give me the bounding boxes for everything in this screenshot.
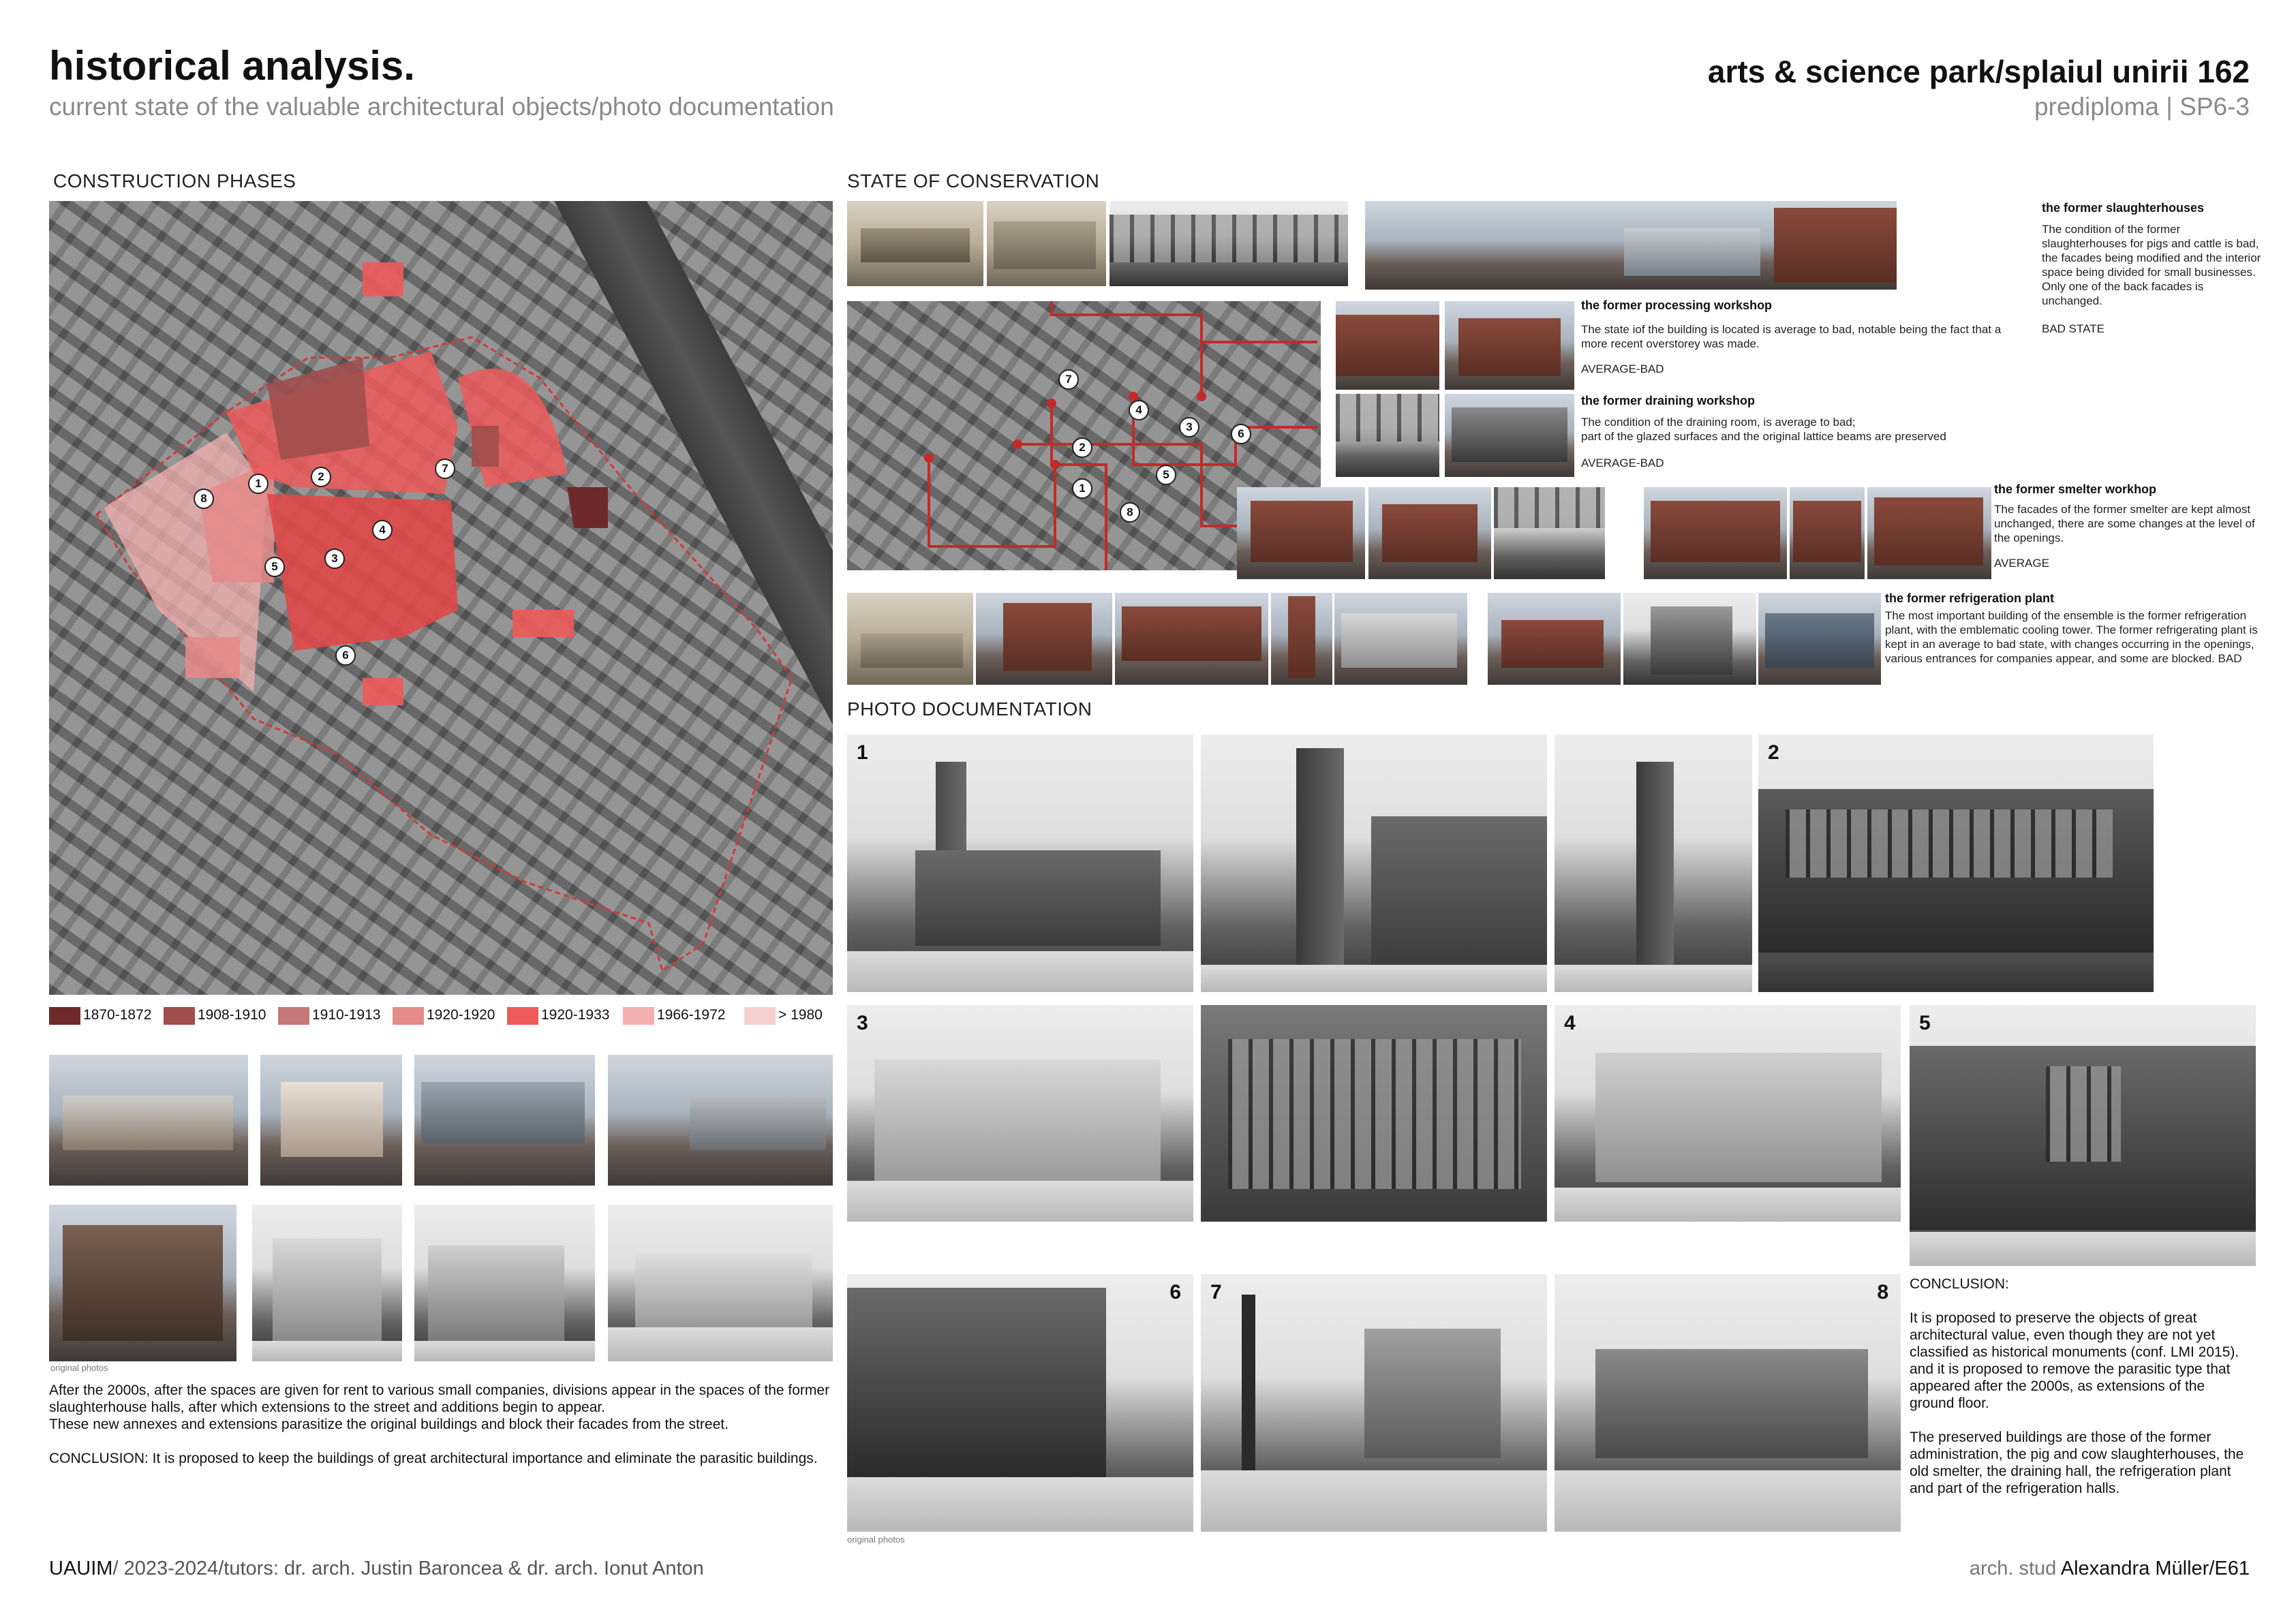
left-description (49, 1382, 833, 1467)
phase-1910-1913-area (267, 494, 458, 651)
photo-number-5: 5 (1919, 1012, 1931, 1034)
conservation-pin-8: 8 (1120, 502, 1140, 523)
street-photo-5 (49, 1205, 236, 1361)
leader-node (924, 453, 934, 463)
draining-photo-2 (1445, 394, 1574, 477)
refrigeration-photo-4 (1271, 593, 1332, 685)
footer-tutors: / 2023-2024/tutors: dr. arch. Justin Baroncea & dr. arch. Ionut Anton (112, 1558, 704, 1579)
conservation-pin-7: 7 (1058, 369, 1079, 390)
map-pin-2: 2 (311, 467, 331, 487)
legend-swatch-after-1980 (744, 1007, 776, 1025)
legend-label: 1910-1913 (312, 1007, 381, 1023)
footer-institution: UAUIM (49, 1558, 113, 1579)
slaughterhouse-title: the former slaughterhouses (2042, 201, 2205, 215)
legend-swatch-1908-1910 (164, 1007, 195, 1025)
phase-1870-1872-area (567, 487, 608, 528)
street-photo-3 (414, 1055, 595, 1186)
left-photos-caption: original photos (50, 1363, 108, 1373)
conservation-pin-5: 5 (1156, 465, 1176, 485)
photo-documentation-heading: PHOTO DOCUMENTATION (847, 698, 1092, 720)
phase-1908-1910-annex (512, 610, 574, 637)
refrigeration-photo-6 (1488, 593, 1621, 685)
smelter-photo-6 (1867, 487, 1991, 579)
map-pin-6: 6 (335, 645, 356, 666)
processing-state: AVERAGE-BAD (1581, 362, 1664, 375)
map-pin-1: 1 (248, 474, 269, 494)
refrigeration-caption (1885, 591, 2267, 666)
processing-title: the former processing workshop (1581, 298, 1773, 312)
leader-line-slaughterhouse (929, 458, 1055, 546)
photo-number-1: 1 (857, 741, 868, 764)
documentation-photo-1b (1201, 735, 1547, 992)
smelter-text: The facades of the former smelter are kept almost unchanged, there are some changes at the level of the openings. (1994, 503, 2255, 544)
refrigeration-photo-3 (1115, 593, 1268, 685)
conclusion-block (1910, 1276, 2250, 1497)
photo-documentation-caption: original photos (847, 1534, 905, 1545)
draining-title: the former draining workshop (1581, 394, 1756, 407)
photo-number-8: 8 (1877, 1281, 1888, 1303)
page-title: historical analysis. (49, 43, 415, 89)
photo-number-6: 6 (1169, 1281, 1181, 1303)
site-plan-overlay (49, 201, 833, 995)
leader-node (1013, 439, 1022, 449)
smelter-photo-3 (1494, 487, 1605, 579)
legend-label: > 1980 (778, 1007, 823, 1023)
photo-number-3: 3 (857, 1012, 868, 1034)
legend-label: 1920-1933 (541, 1007, 610, 1023)
phase-1966-1972-annex (363, 262, 403, 296)
draining-text-2: part of the glazed surfaces and the original lattice beams are preserved (1581, 430, 1946, 443)
legend-label: 1966-1972 (657, 1007, 726, 1023)
draining-photo-1 (1336, 394, 1439, 477)
draining-caption (1581, 394, 2024, 470)
documentation-photo-2 (1758, 735, 2154, 992)
conclusion-paragraph-1: It is proposed to preserve the objects of great architectural value, even though they are not yet classified as historical monuments (conf. LMI 2015). and it is proposed to remove the parasitic type that appeared after the 2000s, as extensions of the ground floor. (1910, 1310, 2239, 1411)
phase-1920-1920-annex (363, 678, 403, 705)
conclusion-heading: CONCLUSION: (1910, 1276, 2009, 1292)
smelter-caption (1994, 482, 2267, 570)
documentation-photo-5 (1910, 1005, 2256, 1266)
map-pin-8: 8 (194, 489, 214, 509)
project-title: arts & science park/splaiul unirii 162 (1707, 54, 2250, 89)
footer-right (1970, 1558, 2250, 1580)
photo-number-4: 4 (1564, 1012, 1576, 1034)
conservation-pin-2: 2 (1072, 437, 1092, 458)
draining-text-1: The condition of the draining room, is average to bad; (1581, 416, 1856, 429)
refrigeration-title: the former refrigeration plant (1885, 591, 2055, 605)
processing-caption (1581, 298, 2024, 376)
state-of-conservation-heading: STATE OF CONSERVATION (847, 170, 1100, 191)
refrigeration-text: The most important building of the ensemble is the former refrigeration plant, with the emblematic cooling tower. The former refrigerating plant is kept in an average to bad state, with changes occurring in the openings, various entrances for companies appear, and some are blocked. BAD (1885, 609, 2258, 665)
legend-swatch-1910-1913 (278, 1007, 309, 1025)
conservation-pin-4: 4 (1129, 400, 1149, 420)
leader-node (1197, 392, 1206, 401)
legend-label: 1920-1920 (427, 1007, 495, 1023)
smelter-photo-2 (1368, 487, 1491, 579)
street-photo-6 (252, 1205, 402, 1361)
documentation-photo-4 (1555, 1005, 1901, 1222)
documentation-photo-1a (847, 735, 1193, 992)
construction-phases-heading: CONSTRUCTION PHASES (53, 170, 296, 191)
street-photo-2 (260, 1055, 402, 1186)
leader-node (1047, 399, 1056, 408)
documentation-photo-7 (1201, 1274, 1547, 1532)
slaughterhouse-caption (2042, 201, 2267, 336)
left-paragraph-3: CONCLUSION: It is proposed to keep the buildings of great architectural importance and eliminate the parasitic buildings. (49, 1451, 818, 1466)
refrigeration-photo-1 (847, 593, 973, 685)
processing-photo-2 (1445, 301, 1574, 390)
slaughterhouse-panorama (1365, 201, 1897, 290)
legend-label: 1908-1910 (198, 1007, 266, 1023)
processing-photo-1 (1336, 301, 1439, 390)
slaughterhouse-state: BAD STATE (2042, 322, 2104, 335)
conservation-pin-6: 6 (1231, 424, 1251, 444)
phase-1920-1933-annex (472, 426, 499, 467)
draining-state: AVERAGE-BAD (1581, 457, 1664, 469)
phase-1910-1913-annex (185, 637, 240, 678)
map-pin-3: 3 (324, 548, 345, 569)
historic-photo-1 (847, 201, 983, 286)
page-subtitle: current state of the valuable architectural objects/photo documentation (49, 93, 834, 121)
leader-line-processing (1052, 301, 1201, 342)
smelter-photo-4 (1644, 487, 1787, 579)
historic-photo-3 (1109, 201, 1348, 286)
refrigeration-photo-5 (1334, 593, 1467, 685)
refrigeration-photo-7 (1623, 593, 1756, 685)
left-paragraph-2: These new annexes and extensions parasitize the original buildings and block their facades from the street. (49, 1417, 729, 1432)
street-photo-4 (608, 1055, 833, 1186)
refrigeration-photo-8 (1758, 593, 1881, 685)
phase-1908-1910-area (267, 358, 369, 460)
leader-line-draining (1201, 342, 1317, 397)
legend-label: 1870-1872 (83, 1007, 152, 1023)
conclusion-paragraph-2: The preserved buildings are those of the former administration, the pig and cow slaughterhouses, the old smelter, the draining hall, the refrigeration plant and part of the refrigeration halls. (1910, 1429, 2244, 1496)
map-pin-4: 4 (372, 520, 393, 540)
legend-swatch-1870-1872 (49, 1007, 80, 1025)
footer-left (49, 1558, 704, 1580)
footer-author: Alexandra Müller/E61 (2060, 1558, 2250, 1579)
documentation-photo-6 (847, 1274, 1193, 1532)
legend-swatch-1920-1920 (393, 1007, 424, 1025)
historic-photo-2 (987, 201, 1106, 286)
leader-line-processing-east (1133, 397, 1317, 465)
street-photo-7 (414, 1205, 595, 1361)
processing-text: The state iof the building is located is average to bad, notable being the fact that a more recent overstorey was made. (1581, 323, 2002, 350)
conservation-pin-1: 1 (1072, 478, 1092, 499)
smelter-title: the former smelter workhop (1994, 482, 2157, 496)
legend-swatch-1920-1933 (507, 1007, 538, 1025)
documentation-photo-3 (847, 1005, 1193, 1222)
course-label: prediploma | SP6-3 (2034, 93, 2250, 121)
conservation-pin-3: 3 (1179, 417, 1199, 437)
map-pin-5: 5 (264, 557, 285, 577)
documentation-photo-3b (1201, 1005, 1547, 1222)
street-photo-1 (49, 1055, 248, 1186)
legend-swatch-1966-1972 (623, 1007, 654, 1025)
slaughterhouse-text: The condition of the former slaughterhouses for pigs and cattle is bad, the facades being modified and the interior space being divided for small businesses. Only one of the back facades is unchanged. (2042, 223, 2261, 307)
construction-phases-map (49, 201, 833, 995)
documentation-photo-1c (1555, 735, 1752, 992)
photo-number-7: 7 (1210, 1281, 1222, 1303)
footer-role: arch. stud (1969, 1558, 2061, 1579)
left-paragraph-1: After the 2000s, after the spaces are given for rent to various small companies, divisions appear in the spaces of the former slaughterhouse halls, after which extensions to the street and additions begin to appear. (49, 1382, 830, 1415)
refrigeration-photo-2 (976, 593, 1112, 685)
documentation-photo-8 (1555, 1274, 1901, 1532)
smelter-photo-5 (1790, 487, 1865, 579)
leader-node (1050, 460, 1060, 469)
smelter-state: AVERAGE (1994, 557, 2049, 570)
street-photo-8 (608, 1205, 833, 1361)
photo-number-2: 2 (1768, 741, 1779, 764)
map-pin-7: 7 (435, 459, 455, 479)
smelter-photo-1 (1237, 487, 1365, 579)
